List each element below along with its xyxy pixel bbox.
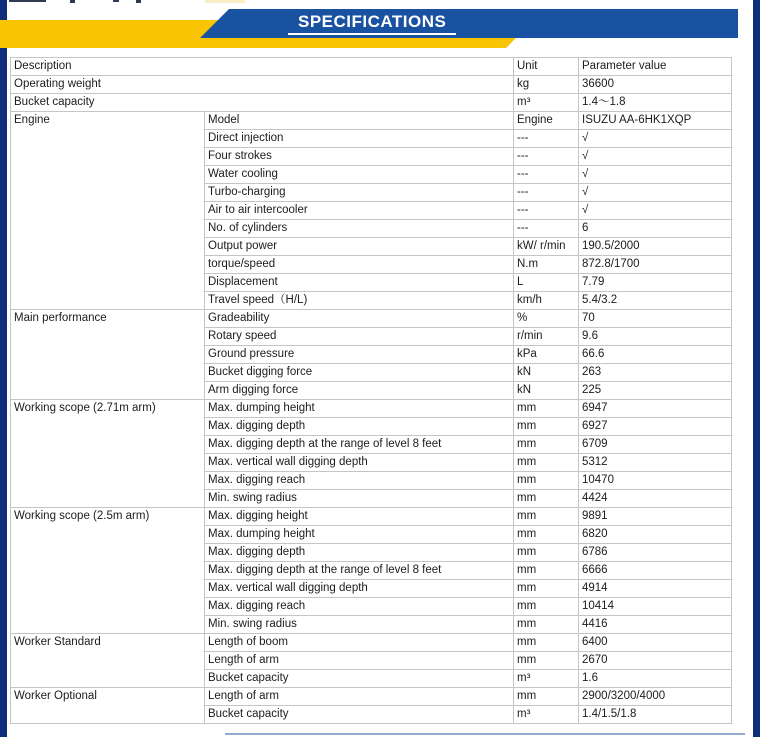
spec-value-cell: 6786 bbox=[579, 544, 732, 562]
spec-unit-cell: --- bbox=[514, 220, 579, 238]
spec-description-cell: Turbo-charging bbox=[205, 184, 514, 202]
spec-description-cell: Operating weight bbox=[11, 76, 514, 94]
spec-unit-cell: mm bbox=[514, 508, 579, 526]
spec-unit-cell: --- bbox=[514, 166, 579, 184]
spec-value-cell: √ bbox=[579, 184, 732, 202]
spec-unit-cell: L bbox=[514, 274, 579, 292]
spec-description-cell: Displacement bbox=[205, 274, 514, 292]
spec-description-cell: Travel speed（H/L) bbox=[205, 292, 514, 310]
spec-value-cell: 6709 bbox=[579, 436, 732, 454]
spec-value-cell: √ bbox=[579, 148, 732, 166]
spec-value-cell: √ bbox=[579, 202, 732, 220]
spec-unit-cell: m³ bbox=[514, 94, 579, 112]
spec-description-cell: Model bbox=[205, 112, 514, 130]
spec-description-cell: Min. swing radius bbox=[205, 616, 514, 634]
spec-description-cell: Bucket digging force bbox=[205, 364, 514, 382]
spec-unit-cell: mm bbox=[514, 616, 579, 634]
spec-description-cell: torque/speed bbox=[205, 256, 514, 274]
spec-table-body bbox=[11, 76, 732, 724]
spec-description-cell: Max. digging depth bbox=[205, 544, 514, 562]
spec-unit-cell: mm bbox=[514, 418, 579, 436]
spec-value-cell: 4914 bbox=[579, 580, 732, 598]
section-label-cell: Worker Standard bbox=[11, 634, 205, 688]
spec-unit-cell: N.m bbox=[514, 256, 579, 274]
cropped-text-fragment bbox=[113, 0, 119, 2]
spec-unit-cell: m³ bbox=[514, 670, 579, 688]
spec-value-cell: 1.4/1.5/1.8 bbox=[579, 706, 732, 724]
spec-description-cell: Direct injection bbox=[205, 130, 514, 148]
spec-description-cell: Max. vertical wall digging depth bbox=[205, 580, 514, 598]
spec-unit-cell: mm bbox=[514, 526, 579, 544]
spec-value-cell: 4416 bbox=[579, 616, 732, 634]
column-header-parameter-value: Parameter value bbox=[579, 58, 732, 76]
spec-value-cell: 9891 bbox=[579, 508, 732, 526]
cropped-text-fragment bbox=[9, 0, 46, 2]
spec-unit-cell: --- bbox=[514, 148, 579, 166]
spec-unit-cell: mm bbox=[514, 688, 579, 706]
spec-unit-cell: --- bbox=[514, 202, 579, 220]
spec-value-cell: 6400 bbox=[579, 634, 732, 652]
spec-row bbox=[11, 310, 732, 328]
spec-description-cell: Ground pressure bbox=[205, 346, 514, 364]
spec-value-cell: 9.6 bbox=[579, 328, 732, 346]
spec-value-cell: 66.6 bbox=[579, 346, 732, 364]
spec-description-cell: Length of arm bbox=[205, 688, 514, 706]
spec-unit-cell: m³ bbox=[514, 706, 579, 724]
spec-description-cell: Water cooling bbox=[205, 166, 514, 184]
cropped-text-fragment bbox=[70, 0, 75, 3]
spec-unit-cell: kg bbox=[514, 76, 579, 94]
spec-unit-cell: Engine bbox=[514, 112, 579, 130]
spec-unit-cell: kPa bbox=[514, 346, 579, 364]
spec-description-cell: Max. digging reach bbox=[205, 472, 514, 490]
spec-value-cell: 2670 bbox=[579, 652, 732, 670]
spec-value-cell: 10470 bbox=[579, 472, 732, 490]
spec-description-cell: Max. digging reach bbox=[205, 598, 514, 616]
spec-value-cell: 2900/3200/4000 bbox=[579, 688, 732, 706]
spec-unit-cell: km/h bbox=[514, 292, 579, 310]
section-label-cell: Main performance bbox=[11, 310, 205, 400]
spec-value-cell: 6927 bbox=[579, 418, 732, 436]
spec-unit-cell: mm bbox=[514, 652, 579, 670]
spec-description-cell: Min. swing radius bbox=[205, 490, 514, 508]
spec-value-cell: 4424 bbox=[579, 490, 732, 508]
spec-value-cell: 10414 bbox=[579, 598, 732, 616]
column-header-description: Description bbox=[11, 58, 514, 76]
spec-value-cell: ISUZU AA-6HK1XQP bbox=[579, 112, 732, 130]
spec-value-cell: 7.79 bbox=[579, 274, 732, 292]
spec-value-cell: √ bbox=[579, 166, 732, 184]
spec-row bbox=[11, 76, 732, 94]
spec-description-cell: Bucket capacity bbox=[205, 706, 514, 724]
spec-unit-cell: mm bbox=[514, 634, 579, 652]
spec-unit-cell: --- bbox=[514, 130, 579, 148]
page-frame-left bbox=[0, 0, 7, 737]
spec-unit-cell: mm bbox=[514, 544, 579, 562]
spec-value-cell: 225 bbox=[579, 382, 732, 400]
spec-unit-cell: kW/ r/min bbox=[514, 238, 579, 256]
spec-description-cell: Max. vertical wall digging depth bbox=[205, 454, 514, 472]
spec-value-cell: 6947 bbox=[579, 400, 732, 418]
cropped-text-fragment bbox=[136, 0, 141, 3]
spec-unit-cell: kN bbox=[514, 364, 579, 382]
spec-description-cell: Gradeability bbox=[205, 310, 514, 328]
spec-unit-cell: mm bbox=[514, 490, 579, 508]
spec-value-cell: 36600 bbox=[579, 76, 732, 94]
spec-unit-cell: mm bbox=[514, 562, 579, 580]
spec-description-cell: Rotary speed bbox=[205, 328, 514, 346]
spec-value-cell: 1.6 bbox=[579, 670, 732, 688]
spec-description-cell: Length of arm bbox=[205, 652, 514, 670]
spec-description-cell: Max. dumping height bbox=[205, 400, 514, 418]
spec-value-cell: 263 bbox=[579, 364, 732, 382]
next-section-top-edge bbox=[225, 733, 745, 735]
spec-row bbox=[11, 94, 732, 112]
section-label-cell: Working scope (2.71m arm) bbox=[11, 400, 205, 508]
spec-unit-cell: mm bbox=[514, 436, 579, 454]
banner-blue-ribbon bbox=[200, 9, 738, 38]
spec-unit-cell: mm bbox=[514, 454, 579, 472]
spec-value-cell: 190.5/2000 bbox=[579, 238, 732, 256]
spec-value-cell: 6820 bbox=[579, 526, 732, 544]
column-header-unit: Unit bbox=[514, 58, 579, 76]
spec-value-cell: 5312 bbox=[579, 454, 732, 472]
section-label-cell: Working scope (2.5m arm) bbox=[11, 508, 205, 634]
spec-row bbox=[11, 508, 732, 526]
spec-unit-cell: % bbox=[514, 310, 579, 328]
spec-description-cell: Max. digging height bbox=[205, 508, 514, 526]
section-title: SPECIFICATIONS bbox=[288, 12, 456, 35]
cropped-graphic-fragment bbox=[205, 0, 245, 3]
spec-row bbox=[11, 112, 732, 130]
spec-row bbox=[11, 688, 732, 706]
spec-value-cell: √ bbox=[579, 130, 732, 148]
section-label-cell: Worker Optional bbox=[11, 688, 205, 724]
spec-value-cell: 6666 bbox=[579, 562, 732, 580]
spec-unit-cell: --- bbox=[514, 184, 579, 202]
spec-value-cell: 872.8/1700 bbox=[579, 256, 732, 274]
spec-value-cell: 1.4～1.8 bbox=[579, 94, 732, 112]
spec-unit-cell: mm bbox=[514, 472, 579, 490]
spec-unit-cell: mm bbox=[514, 400, 579, 418]
spec-description-cell: Arm digging force bbox=[205, 382, 514, 400]
spec-description-cell: No. of cylinders bbox=[205, 220, 514, 238]
specifications-table bbox=[10, 57, 732, 724]
spec-unit-cell: kN bbox=[514, 382, 579, 400]
spec-description-cell: Bucket capacity bbox=[11, 94, 514, 112]
spec-row bbox=[11, 400, 732, 418]
spec-description-cell: Length of boom bbox=[205, 634, 514, 652]
spec-description-cell: Air to air intercooler bbox=[205, 202, 514, 220]
spec-description-cell: Max. digging depth bbox=[205, 418, 514, 436]
spec-description-cell: Max. digging depth at the range of level 8 feet bbox=[205, 562, 514, 580]
spec-description-cell: Four strokes bbox=[205, 148, 514, 166]
table-header-row bbox=[11, 58, 732, 76]
spec-unit-cell: mm bbox=[514, 598, 579, 616]
spec-unit-cell: mm bbox=[514, 580, 579, 598]
spec-row bbox=[11, 634, 732, 652]
spec-description-cell: Max. digging depth at the range of level 8 feet bbox=[205, 436, 514, 454]
spec-value-cell: 6 bbox=[579, 220, 732, 238]
spec-description-cell: Output power bbox=[205, 238, 514, 256]
spec-unit-cell: r/min bbox=[514, 328, 579, 346]
spec-value-cell: 70 bbox=[579, 310, 732, 328]
spec-value-cell: 5.4/3.2 bbox=[579, 292, 732, 310]
section-label-cell: Engine bbox=[11, 112, 205, 310]
spec-description-cell: Max. dumping height bbox=[205, 526, 514, 544]
page-frame-right bbox=[753, 0, 760, 737]
spec-description-cell: Bucket capacity bbox=[205, 670, 514, 688]
